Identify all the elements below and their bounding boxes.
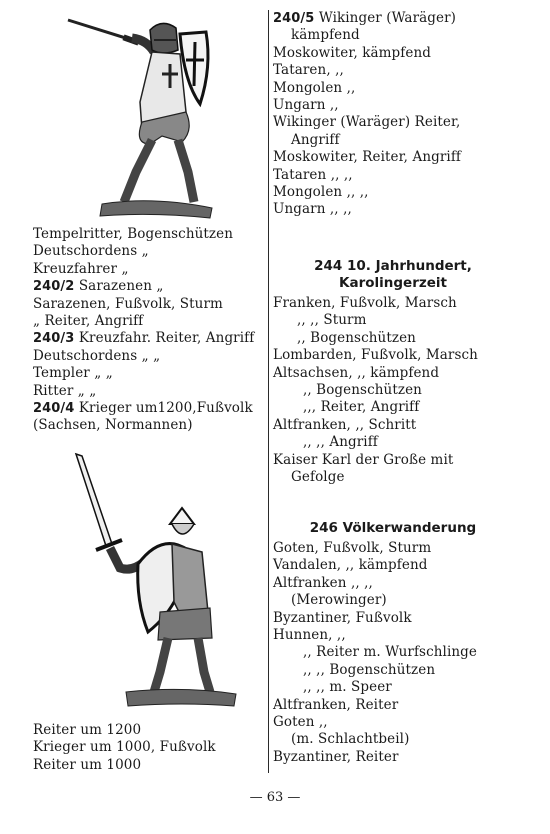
column-divider bbox=[268, 10, 269, 773]
list-item: Altfranken ,, ,, bbox=[273, 574, 373, 591]
caption-line: Tempelritter, Bogenschützen bbox=[33, 226, 234, 242]
list-item: Altfranken, Reiter bbox=[273, 696, 399, 713]
caption-line: „ Reiter, Angriff bbox=[33, 313, 144, 330]
list-item: Moskowiter, Reiter, Angriff bbox=[273, 149, 462, 166]
list-item: Franken, Fußvolk, Marsch bbox=[273, 295, 457, 311]
list-item: Mongolen ,, ,, bbox=[273, 184, 369, 201]
list-item: ,, Reiter m. Wurfschlinge bbox=[303, 644, 478, 661]
caption-line: Sarazenen, Fußvolk, Sturm bbox=[33, 295, 223, 312]
caption-line: Deutschordens „ bbox=[33, 243, 149, 260]
list-item: ,, ,, Bogenschützen bbox=[303, 661, 436, 678]
list-item: Byzantiner, Reiter bbox=[273, 748, 399, 765]
list-item: Gefolge bbox=[291, 469, 345, 486]
list-item: (m. Schlachtbeil) bbox=[291, 731, 410, 748]
list-item: Tataren ,, ,, bbox=[273, 166, 353, 183]
list-item: (Merowinger) bbox=[291, 592, 387, 609]
section-246 bbox=[273, 520, 513, 766]
list-item: Goten ,, bbox=[273, 714, 328, 731]
list-item: Byzantiner, Fußvolk bbox=[273, 609, 412, 626]
section-244 bbox=[273, 258, 513, 486]
list-item: Goten, Fußvolk, Sturm bbox=[273, 540, 432, 556]
list-item: Hunnen, ,, bbox=[273, 627, 346, 644]
list-item: Wikinger (Waräger) Reiter, bbox=[273, 114, 461, 131]
list-item: Kaiser Karl der Große mit bbox=[273, 451, 454, 468]
caption-line: Reiter um 1200 bbox=[33, 722, 142, 738]
list-item: Angriff bbox=[291, 131, 340, 148]
list-item: ,, Bogenschützen bbox=[297, 329, 416, 346]
list-item: Vandalen, ,, kämpfend bbox=[273, 557, 428, 574]
top-caption bbox=[33, 226, 254, 435]
caption-line: Krieger um 1000, Fußvolk bbox=[33, 739, 216, 756]
warrior-figure bbox=[62, 452, 242, 714]
caption-line: Reiter um 1000 bbox=[33, 756, 142, 773]
section-heading: 246 Völkerwanderung bbox=[309, 520, 477, 536]
list-item: Mongolen ,, bbox=[273, 79, 356, 96]
list-item: Moskowiter, kämpfend bbox=[273, 44, 432, 61]
templar-knight-figure bbox=[62, 12, 232, 222]
caption-line: 240/3 Kreuzfahr. Reiter, Angriff bbox=[33, 330, 255, 347]
caption-line: Ritter „ „ bbox=[33, 382, 97, 399]
list-item: Lombarden, Fußvolk, Marsch bbox=[273, 347, 478, 364]
section-heading: 244 10. Jahrhundert, bbox=[314, 258, 472, 274]
list-item: Altsachsen, ,, kämpfend bbox=[273, 364, 440, 381]
list-item: Ungarn ,, bbox=[273, 97, 339, 114]
list-item: 240/5 Wikinger (Waräger) bbox=[273, 10, 457, 26]
caption-line: (Sachsen, Normannen) bbox=[33, 417, 193, 434]
caption-line: Kreuzfahrer „ bbox=[33, 260, 129, 277]
list-item: Altfranken, ,, Schritt bbox=[273, 416, 417, 433]
caption-line: 240/2 Sarazenen „ bbox=[33, 278, 164, 295]
section-subheading: Karolingerzeit bbox=[339, 275, 447, 291]
bottom-caption bbox=[33, 722, 216, 774]
caption-line: 240/4 Krieger um1200,Fußvolk bbox=[33, 400, 253, 417]
list-item: ,,, Reiter, Angriff bbox=[303, 399, 420, 416]
block-240-5 bbox=[273, 10, 461, 219]
list-item: kämpfend bbox=[291, 27, 360, 44]
list-item: ,, ,, Angriff bbox=[303, 434, 378, 451]
page-number: — 63 — bbox=[249, 790, 301, 805]
list-item: ,, ,, Sturm bbox=[297, 312, 367, 329]
list-item: ,, ,, m. Speer bbox=[303, 679, 392, 696]
caption-line: Templer „ „ bbox=[33, 365, 113, 382]
caption-line: Deutschordens „ „ bbox=[33, 347, 161, 364]
list-item: Ungarn ,, ,, bbox=[273, 201, 352, 218]
list-item: Tataren, ,, bbox=[273, 62, 344, 79]
list-item: ,, Bogenschützen bbox=[303, 382, 422, 399]
